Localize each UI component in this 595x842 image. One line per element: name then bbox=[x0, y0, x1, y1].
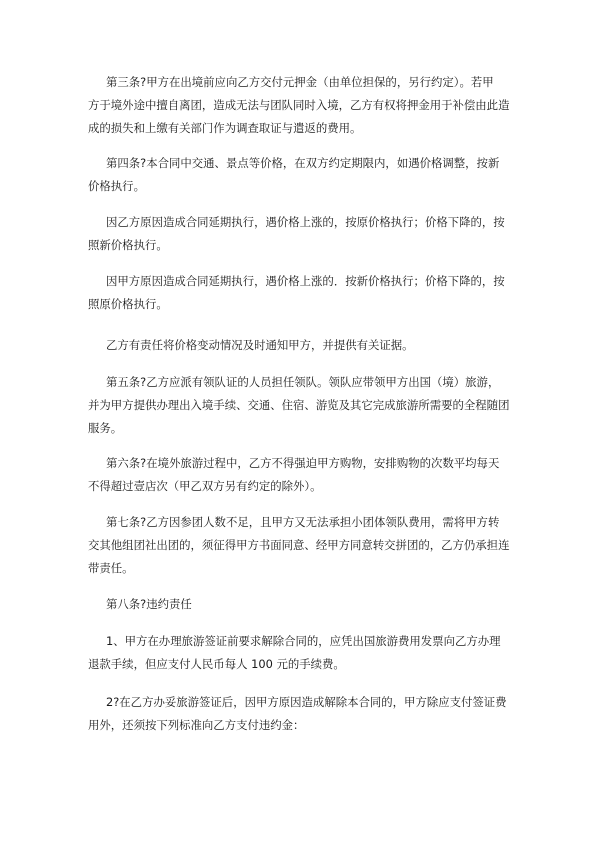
text-line: 第三条?甲方在出境前应向乙方交付元押金（由单位担保的，另行约定）。若甲 bbox=[106, 75, 494, 89]
clause-5-paragraph bbox=[88, 371, 528, 440]
text-line: 方于境外途中擅自离团，造成无法与团队同时入境，乙方有权将押金用于补偿由此造 bbox=[88, 98, 510, 112]
text-line: 因乙方原因造成合同延期执行，遇价格上涨的，按原价格执行；价格下降的，按 bbox=[106, 215, 505, 229]
clause-8-heading bbox=[88, 593, 528, 616]
text-line: 服务。 bbox=[88, 421, 123, 435]
text-line: 带责任。 bbox=[88, 561, 134, 575]
text-line: 第六条?在境外旅游过程中，乙方不得强迫甲方购物，安排购物的次数平均每天 bbox=[106, 456, 500, 470]
text-line: 退款手续，但应支付人民币每人 100 元的手续费。 bbox=[88, 657, 345, 671]
text-line: 交其他组团社出团的，须征得甲方书面同意、经甲方同意转交拼团的，乙方仍承担连 bbox=[88, 538, 510, 552]
text-line: 第七条?乙方因参团人数不足，且甲方又无法承担小团体领队费用，需将甲方转 bbox=[106, 515, 500, 529]
text-line: 1、甲方在办理旅游签证前要求解除合同的，应凭出国旅游费用发票向乙方办理 bbox=[106, 634, 501, 648]
text-line: 照新价格执行。 bbox=[88, 238, 168, 252]
text-line: 乙方有责任将价格变动情况及时通知甲方，并提供有关证据。 bbox=[106, 338, 414, 352]
text-line: 用外，还须按下列标准向乙方支付违约金： bbox=[88, 718, 305, 732]
text-line: 因甲方原因造成合同延期执行，遇价格上涨的．按新价格执行；价格下降的，按 bbox=[106, 274, 505, 288]
clause-8-item-1 bbox=[88, 630, 528, 676]
clause-6-paragraph bbox=[88, 452, 528, 498]
text-line: 成的损失和上缴有关部门作为调查取证与遣返的费用。 bbox=[88, 121, 362, 135]
clause-3-paragraph bbox=[88, 71, 528, 140]
clause-8-item-2 bbox=[88, 691, 528, 737]
text-line: 价格执行。 bbox=[88, 179, 145, 193]
clause-4-paragraph bbox=[88, 152, 528, 198]
text-line: 照原价格执行。 bbox=[88, 297, 168, 311]
party-b-delay-paragraph bbox=[88, 211, 528, 257]
text-line: 并为甲方提供办理出入境手续、交通、住宿、游览及其它完成旅游所需要的全程随团 bbox=[88, 398, 510, 412]
text-line: 第四条?本合同中交通、景点等价格，在双方约定期限内，如遇价格调整，按新 bbox=[106, 156, 500, 170]
party-a-delay-paragraph bbox=[88, 270, 528, 316]
text-line: 2?在乙方办妥旅游签证后，因甲方原因造成解除本合同的，甲方除应支付签证费 bbox=[106, 695, 507, 709]
clause-7-paragraph bbox=[88, 511, 528, 580]
text-line: 不得超过壹店次（甲乙双方另有约定的除外）。 bbox=[88, 479, 322, 493]
price-notice-paragraph bbox=[88, 334, 528, 357]
text-line: 第八条?违约责任 bbox=[106, 597, 192, 611]
text-line: 第五条?乙方应派有领队证的人员担任领队。领队应带领甲方出国（境）旅游， bbox=[106, 375, 500, 389]
